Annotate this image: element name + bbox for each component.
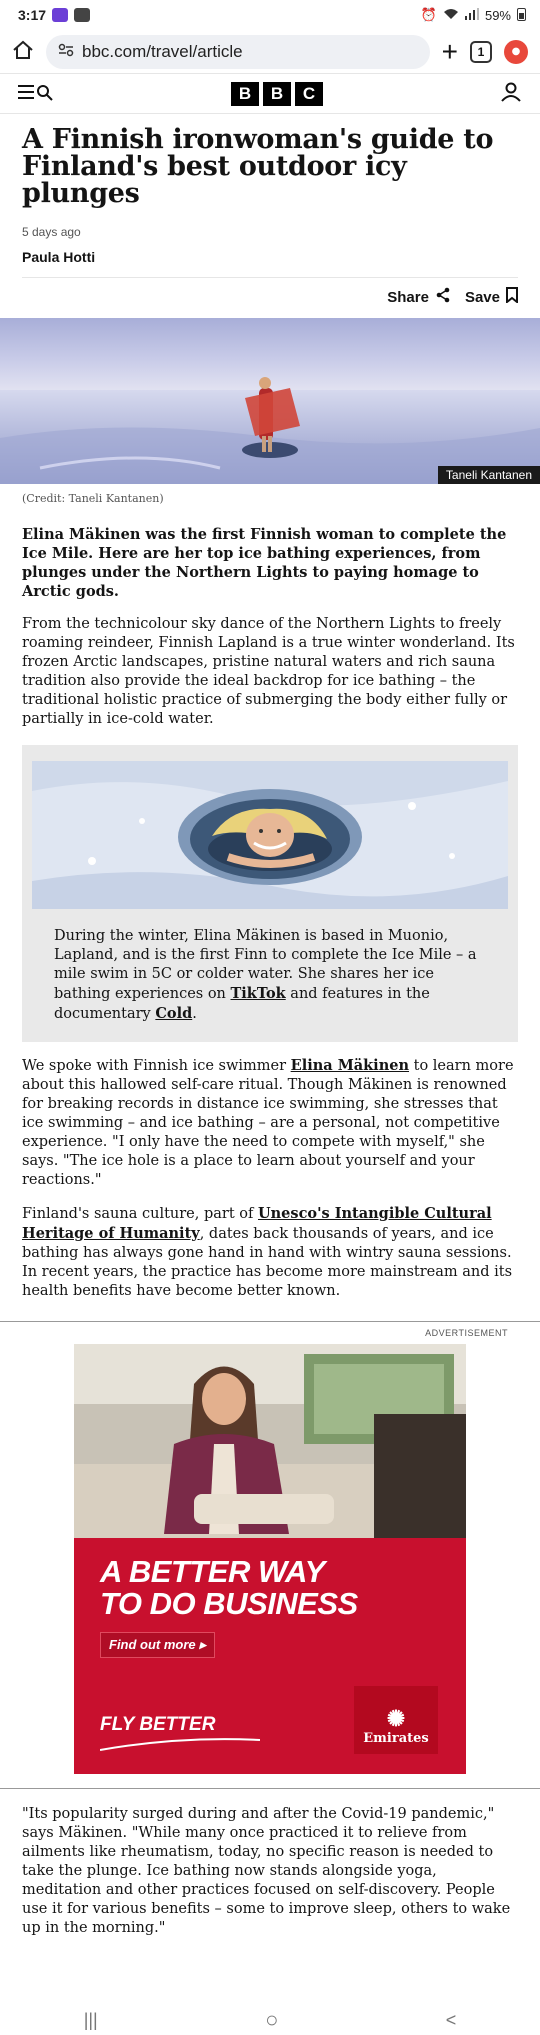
wifi-icon (443, 8, 459, 23)
emirates-ad[interactable] (74, 1344, 466, 1774)
notification-app-icon (52, 8, 68, 22)
ad-swoosh (100, 1734, 260, 1754)
p2-text-2: to learn more about this hallowed self-care ritual. Though Mäkinen is renowned for breaking records in distance ice swimming, she stresses that ice swimming – and ice bathing – are a personal, not competitive experience. "I only have the need to compete with myself," she says. "The ice hole is a place to learn about yourself and your reactions." (22, 1058, 514, 1188)
ad-photo (74, 1344, 466, 1538)
inline-image-caption (54, 927, 494, 1024)
published-time: 5 days ago (22, 225, 81, 239)
swimmer-in-ice-hole-image (32, 761, 508, 909)
back-button[interactable]: < (445, 2009, 457, 2030)
ad-find-out-more-button[interactable]: Find out more ▸ (100, 1632, 215, 1658)
p3-text-1: Finland's sauna culture, part of (22, 1206, 258, 1222)
caption-text-2: and features in the documentary (54, 986, 430, 1022)
article-lead: Elina Mäkinen was the first Finnish woman to complete the Ice Mile. Here are her top ice bathing experiences, from plunges under the Northern Lights to paying homage to Arctic gods. (22, 526, 507, 600)
p2-text-1: We spoke with Finnish ice swimmer (22, 1058, 291, 1074)
save-label: Save (464, 288, 500, 306)
bookmark-icon (506, 287, 518, 307)
address-bar[interactable] (46, 35, 430, 69)
bbc-logo[interactable] (231, 82, 323, 106)
share-label: Share (387, 288, 429, 306)
url-text: bbc.com/travel/article (82, 41, 243, 61)
signal-icon (465, 8, 479, 23)
author-name[interactable]: Paula Hotti (22, 249, 96, 265)
article-title: A Finnish ironwoman's guide to Finland's best outdoor icy plunges (22, 124, 494, 209)
elina-makinen-link[interactable]: Elina Mäkinen (290, 1057, 410, 1074)
logo-letter-c: C (295, 82, 323, 106)
ad-red-panel (74, 1538, 466, 1774)
ad-tagline: FLY BETTER (100, 1714, 216, 1735)
emirates-brand-name: Emirates (363, 1731, 429, 1746)
save-button[interactable] (465, 287, 518, 307)
inline-image-box (22, 745, 518, 1042)
hero-ice-scene (0, 318, 540, 484)
emirates-logo (354, 1686, 438, 1754)
alarm-icon: ⏰ (420, 7, 437, 22)
tab-switcher-button[interactable]: 1 (470, 41, 492, 63)
recent-apps-button[interactable]: ||| (83, 2009, 98, 2030)
hero-image (0, 318, 540, 484)
caption-text-3: . (192, 1006, 197, 1022)
ad-headline-line-2: TO DO BUSINESS (100, 1586, 358, 1621)
hero-caption: Taneli Kantanen (438, 466, 540, 484)
advertisement-section (0, 1321, 540, 1789)
caption-text-1: During the winter, Elina Mäkinen is based in Muonio, Lapland, and is the first Finn to complete the Ice Mile – a mile swim in 5C or colder water. She shares her ice bathing experiences on (54, 928, 477, 1002)
ad-headline (100, 1556, 358, 1620)
emirates-emblem-icon: ✺ (386, 1706, 406, 1732)
cold-documentary-link[interactable]: Cold (155, 1005, 193, 1022)
account-icon[interactable] (500, 82, 522, 106)
site-header (0, 74, 540, 114)
battery-percent: 59% (484, 7, 511, 23)
image-credit: (Credit: Taneli Kantanen) (22, 492, 164, 505)
status-bar (0, 0, 540, 30)
unesco-link[interactable]: Unesco's Intangible Cultural Heritage of Humanity (22, 1205, 492, 1242)
logo-letter-b1: B (231, 82, 259, 106)
new-tab-icon[interactable]: + (441, 35, 458, 67)
site-settings-icon[interactable] (58, 42, 74, 62)
system-navigation-bar (0, 2005, 540, 2035)
home-icon[interactable] (12, 40, 34, 64)
p3-text-2: , dates back thousands of years, and ice bathing has always gone hand in hand with wintry sauna sessions. In recent years, the practice has become more mainstream and its health benefits have become better known. (22, 1226, 513, 1299)
paragraph-2 (22, 1056, 518, 1190)
home-button[interactable]: ○ (265, 2007, 279, 2032)
logo-letter-b2: B (263, 82, 291, 106)
browser-toolbar (0, 30, 540, 74)
share-icon (435, 287, 451, 307)
battery-icon (517, 7, 526, 24)
notification-box-icon (74, 8, 90, 22)
paragraph-4: "Its popularity surged during and after the Covid-19 pandemic," says Mäkinen. "While many once practiced it to relieve from ailments like rheumatism, today, no specific reason is needed to take the plunge. Ice bathing now stands alongside yoga, meditation and other practices focused on self-discovery. People use it for various benefits – some to improve sleep, others to wake up in the morning." (22, 1806, 511, 1936)
paragraph-3 (22, 1204, 518, 1301)
tiktok-link[interactable]: TikTok (230, 985, 286, 1002)
status-time: 3:17 (18, 7, 47, 23)
share-save-row (22, 278, 518, 316)
paragraph-1: From the technicolour sky dance of the Northern Lights to freely roaming reindeer, Finnish Lapland is a true winter wonderland. Its frozen Arctic landscapes, pristine natural waters and rich sauna tradition also provide the ideal backdrop for ice bathing – the traditional holistic practice of submerging the body either fully or partially in ice-cold water. (22, 616, 515, 727)
extension-icon[interactable]: ● (504, 40, 528, 64)
ad-headline-line-1: A BETTER WAY (100, 1554, 325, 1589)
menu-search-icon[interactable] (18, 83, 54, 105)
share-button[interactable] (387, 287, 451, 307)
advertisement-label: ADVERTISEMENT (425, 1328, 508, 1338)
